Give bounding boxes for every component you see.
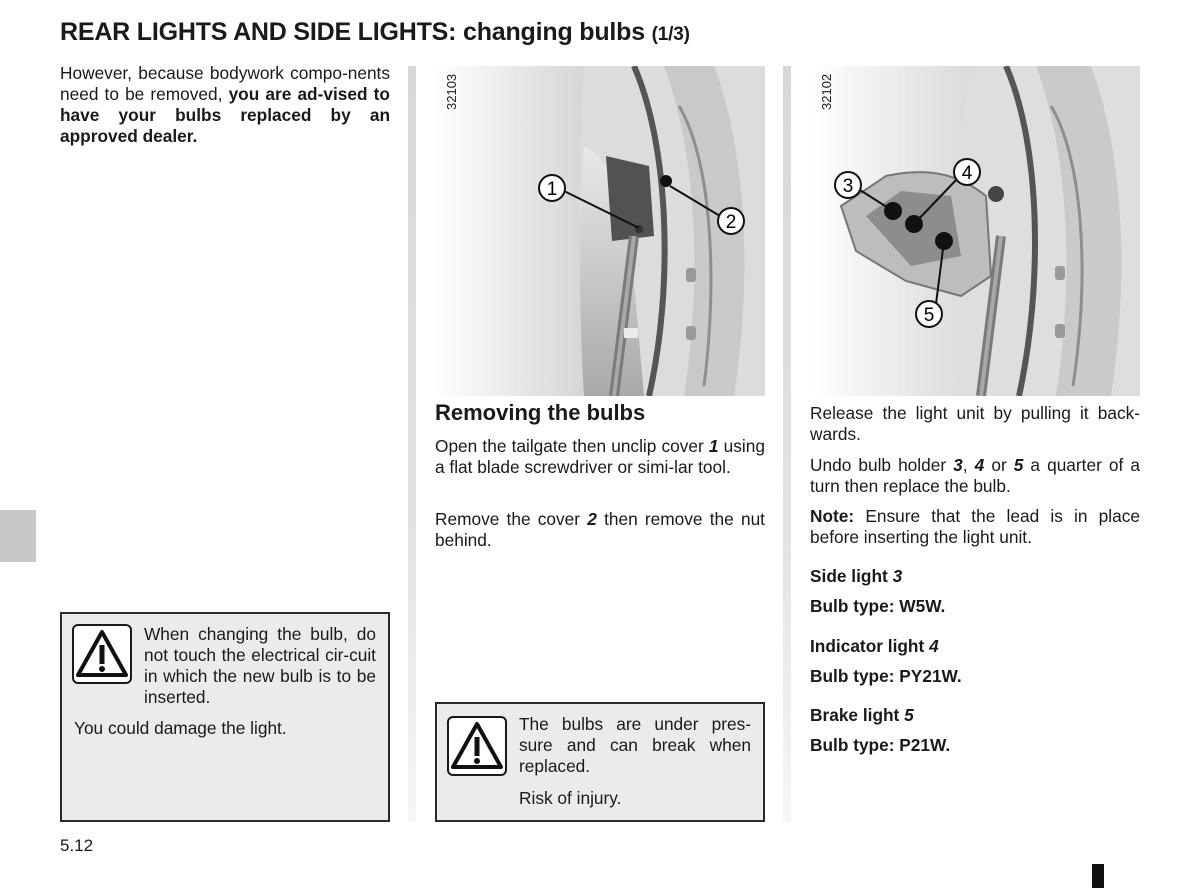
removing-step-2: Remove the cover 2 then remove the nut behind. (435, 509, 765, 550)
warning-consequence: Risk of injury. (519, 788, 622, 808)
chapter-tab (0, 510, 36, 562)
intro-paragraph (60, 63, 390, 147)
corner-mark (1092, 864, 1104, 888)
warning-box-pressure (435, 702, 765, 822)
note-paragraph: Note: Ensure that the lead is in place before inserting the light unit. (810, 506, 1140, 547)
warning-consequence: You could damage the light. (74, 718, 287, 738)
column-divider-left (408, 66, 416, 822)
warning-text: When changing the bulb, do not touch the electrical cir-cuit in which the new bulb is to be inserted. (144, 624, 376, 707)
photo-tailgate-cover (434, 66, 765, 396)
warning-triangle-icon (447, 716, 507, 776)
callout-4: 4 (961, 163, 973, 184)
callout-5: 5 (923, 305, 935, 326)
spec-indicator-light-bulb: Bulb type: PY21W. (810, 666, 962, 686)
spec-brake-light-label: Brake light 5 (810, 705, 914, 725)
spec-brake-light-bulb: Bulb type: P21W. (810, 735, 951, 755)
warning-box-electrical (60, 612, 390, 822)
release-paragraph: Release the light unit by pulling it back-wards. (810, 403, 1140, 444)
column-divider-right (783, 66, 791, 822)
bulb-holder-paragraph: Undo bulb holder 3, 4 or 5 a quarter of a turn then replace the bulb. (810, 455, 1140, 496)
page-title (60, 18, 690, 47)
callout-3: 3 (842, 176, 854, 197)
removing-step-1: Open the tailgate then unclip cover 1 using a flat blade screwdriver or simi-lar tool. (435, 436, 765, 477)
figure-ref: 32103 (444, 73, 459, 110)
callout-2: 2 (725, 212, 737, 233)
spec-side-light-label: Side light 3 (810, 566, 903, 586)
spec-side-light-bulb: Bulb type: W5W. (810, 596, 946, 616)
photo-light-unit (811, 66, 1140, 396)
warning-triangle-icon (72, 624, 132, 684)
page-title-part: (1/3) (651, 24, 690, 45)
page-number: 5.12 (60, 836, 94, 855)
section-heading: Removing the bulbs (435, 400, 646, 425)
intro-text: However, because bodywork compo-nents need to be removed, (60, 63, 390, 104)
callout-1: 1 (546, 179, 558, 200)
warning-text: The bulbs are under pres-sure and can break when replaced. (519, 714, 751, 776)
spec-indicator-light-label: Indicator light 4 (810, 636, 939, 656)
intro-text-bold: you are ad-vised to have your bulbs replaced by an approved dealer. (60, 84, 390, 146)
figure-ref: 32102 (819, 73, 834, 110)
page-title-main: REAR LIGHTS AND SIDE LIGHTS: changing bulbs (60, 18, 645, 46)
